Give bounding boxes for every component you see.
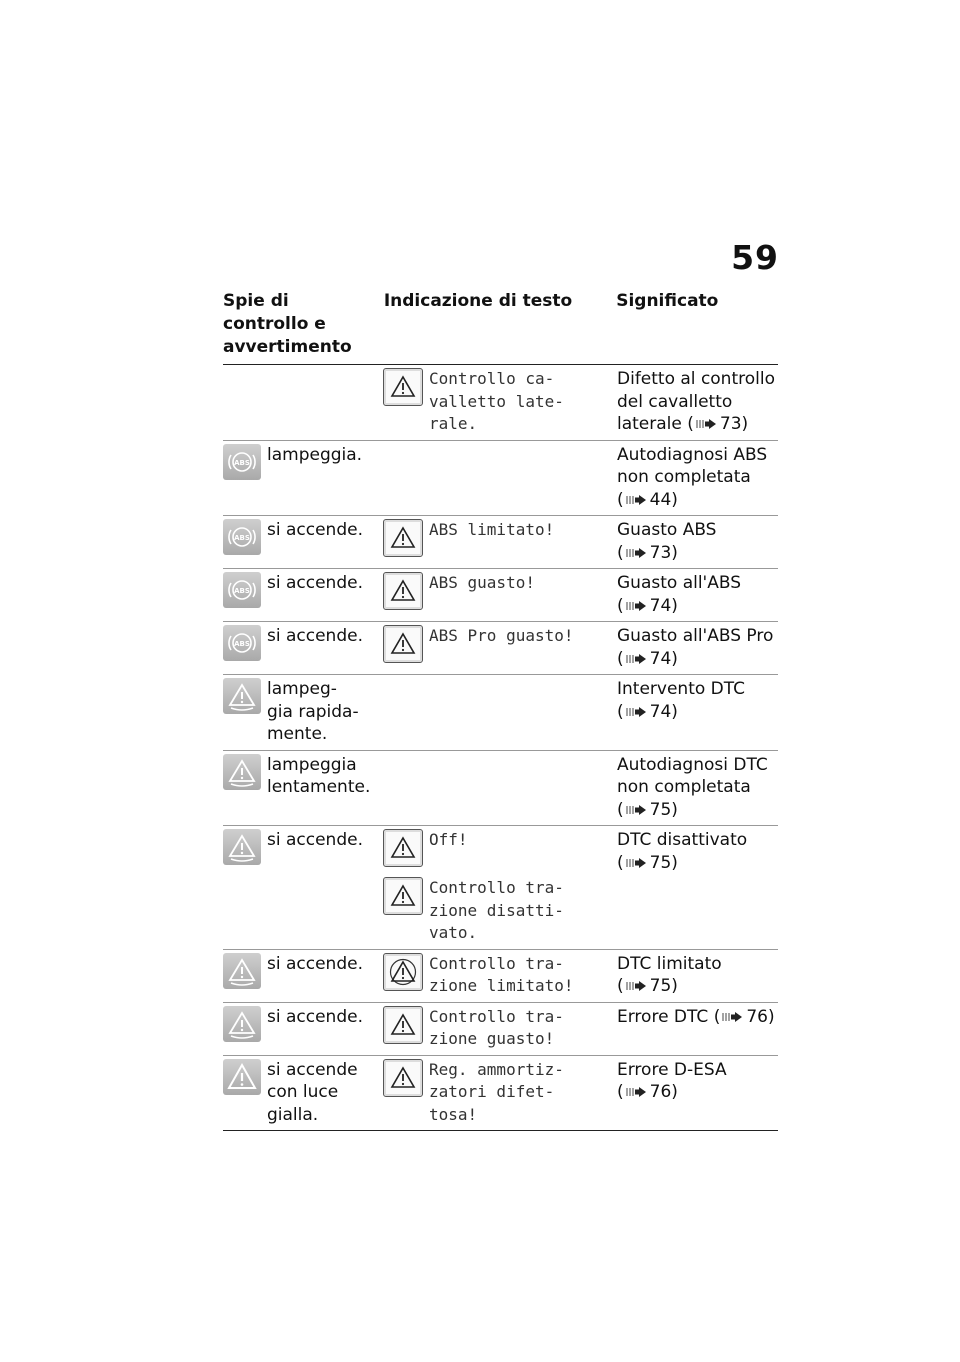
display-warning-icon [383,1059,423,1097]
svg-text:ABS: ABS [234,640,250,648]
dtc-lamp-icon [223,953,261,989]
header-text-display: Indicazione di testo [383,291,573,311]
display-message: Reg. ammortiz- zatori difet- tosa! [429,1059,564,1124]
page-reference[interactable]: ( 75) [617,852,678,873]
meaning-text: Autodiagnosi DTC non completata [617,754,768,797]
meaning-cell [617,572,778,617]
display-warning-icon [383,572,423,610]
lamp-status-text: lampeggia. [267,444,363,465]
lamp-cell [223,1006,383,1042]
display-cell [383,1006,617,1051]
table-row [223,365,778,441]
table-row [223,569,778,622]
svg-text:ABS: ABS [234,534,250,542]
table-row [223,441,778,517]
reference-arrow-icon [625,706,647,718]
display-message: ABS Pro guasto! [429,626,574,645]
meaning-cell [617,368,778,436]
meaning-cell [617,829,778,874]
reference-arrow-icon [625,1086,647,1098]
display-message: Off! [429,830,468,849]
abs-lamp-icon [223,519,261,555]
table-row [223,516,778,569]
meaning-text: Autodiagnosi ABS non completata [617,444,768,487]
meaning-text: Difetto al controllo del cavalletto laterale [617,369,775,434]
page-reference[interactable]: ( 75) [617,799,678,820]
meaning-text: Guasto all'ABS [617,573,742,593]
dtc-lamp-icon [223,754,261,790]
meaning-text: Intervento DTC [617,679,746,699]
display-warning-icon [383,829,423,867]
table-header [223,290,778,365]
lamp-status-text: si accende con luce gialla. [267,1059,358,1125]
lamp-cell [223,1059,383,1127]
table-row [223,874,778,950]
reference-arrow-icon [721,1011,743,1023]
reference-arrow-icon [625,857,647,869]
display-cell [383,1059,617,1127]
traction-limited-icon [383,953,423,991]
meaning-text: Errore DTC [617,1006,714,1027]
page-reference[interactable]: ( 74) [617,701,678,722]
display-cell [383,519,617,557]
reference-arrow-icon [625,547,647,559]
page-reference-number: 76 [746,1006,768,1027]
page-reference-number: 75 [649,799,672,820]
table-row [223,826,778,874]
header-warning-lights: Spie di controllo e avvertimento [223,291,352,357]
lamp-status-text: lampeggia lentamente. [267,754,371,797]
page-reference[interactable]: ( 73) [617,542,678,563]
svg-text:ABS: ABS [234,587,250,595]
abs-lamp-icon [223,444,261,480]
dtc-lamp-icon [223,1006,261,1042]
reference-arrow-icon [625,653,647,665]
meaning-cell [617,625,778,670]
lamp-cell [223,572,383,608]
lamp-status-text: si accende. [267,626,363,646]
table-row [223,751,778,827]
page-reference[interactable]: ( 73) [687,414,749,434]
table-row [223,622,778,675]
warning-lights-table [223,290,778,1131]
page-reference-number: 74 [649,595,672,616]
page-reference[interactable]: ( 44) [617,489,678,510]
table-row [223,1056,778,1132]
meaning-text: Errore D-ESA [617,1059,727,1080]
display-warning-icon [383,877,423,915]
meaning-text: DTC disattivato [617,830,748,850]
display-message: Controllo ca- valletto late- rale. [429,369,564,433]
lamp-cell [223,754,383,799]
page-reference[interactable]: ( 74) [617,648,678,669]
display-message: Controllo tra- zione disatti- vato. [429,878,564,942]
page-reference-number: 75 [649,852,672,873]
page-reference-number: 73 [719,414,742,434]
page-reference-number: 76 [649,1082,672,1102]
display-message: Controllo tra- zione guasto! [429,1006,564,1048]
abs-lamp-icon [223,625,261,661]
reference-arrow-icon [625,494,647,506]
display-warning-icon [383,1006,423,1044]
dtc-lamp-icon [223,829,261,865]
lamp-cell [223,625,383,661]
lamp-cell [223,678,383,746]
abs-lamp-icon [223,572,261,608]
meaning-cell [617,1006,778,1029]
display-cell [383,877,617,945]
table-row [223,1003,778,1056]
lamp-status-text: si accende. [267,953,363,974]
display-cell [383,625,617,663]
header-meaning: Significato [616,291,719,311]
meaning-cell [617,953,778,998]
reference-arrow-icon [625,804,647,816]
meaning-cell [617,444,778,512]
lamp-cell [223,444,383,480]
meaning-text: Guasto ABS [617,520,717,540]
reference-arrow-icon [695,418,717,430]
lamp-cell [223,829,383,865]
lamp-status-text: si accende. [267,1006,363,1027]
display-message: ABS guasto! [429,573,535,592]
meaning-cell [617,754,778,822]
display-message: Controllo tra- zione limitato! [429,953,574,995]
reference-arrow-icon [625,600,647,612]
meaning-cell [617,678,778,723]
meaning-cell [617,519,778,564]
page-reference[interactable]: ( 76) [617,1082,678,1102]
meaning-text: Guasto all'ABS Pro [617,626,774,646]
reference-arrow-icon [625,980,647,992]
table-row [223,950,778,1003]
page-reference[interactable]: ( 76) [713,1006,775,1027]
display-warning-icon [383,368,423,406]
lamp-status-text: si accende. [267,573,363,593]
table-body [223,365,778,1131]
display-cell [383,829,617,867]
lamp-cell [223,953,383,989]
lamp-status-text: lampeg- gia rapida- mente. [267,679,359,744]
display-cell [383,572,617,610]
svg-text:ABS: ABS [234,458,250,467]
warning-lamp-icon [223,1059,261,1095]
lamp-status-text: si accende. [267,520,363,540]
lamp-status-text: si accende. [267,830,363,850]
table-row [223,675,778,751]
meaning-text: DTC limitato [617,953,722,974]
display-warning-icon [383,625,423,663]
page-reference-number: 74 [649,648,672,669]
dtc-lamp-icon [223,678,261,714]
lamp-cell [223,519,383,555]
page-number: 59 [731,238,779,277]
page-reference[interactable]: ( 74) [617,595,678,616]
display-cell [383,953,617,998]
page-reference[interactable]: ( 75) [617,976,678,996]
display-message: ABS limitato! [429,520,555,539]
page-reference-number: 44 [649,489,672,510]
page-reference-number: 74 [649,701,672,722]
display-cell [383,368,617,436]
page-reference-number: 73 [649,542,672,563]
page-reference-number: 75 [649,976,672,996]
display-warning-icon [383,519,423,557]
meaning-cell [617,1059,778,1104]
